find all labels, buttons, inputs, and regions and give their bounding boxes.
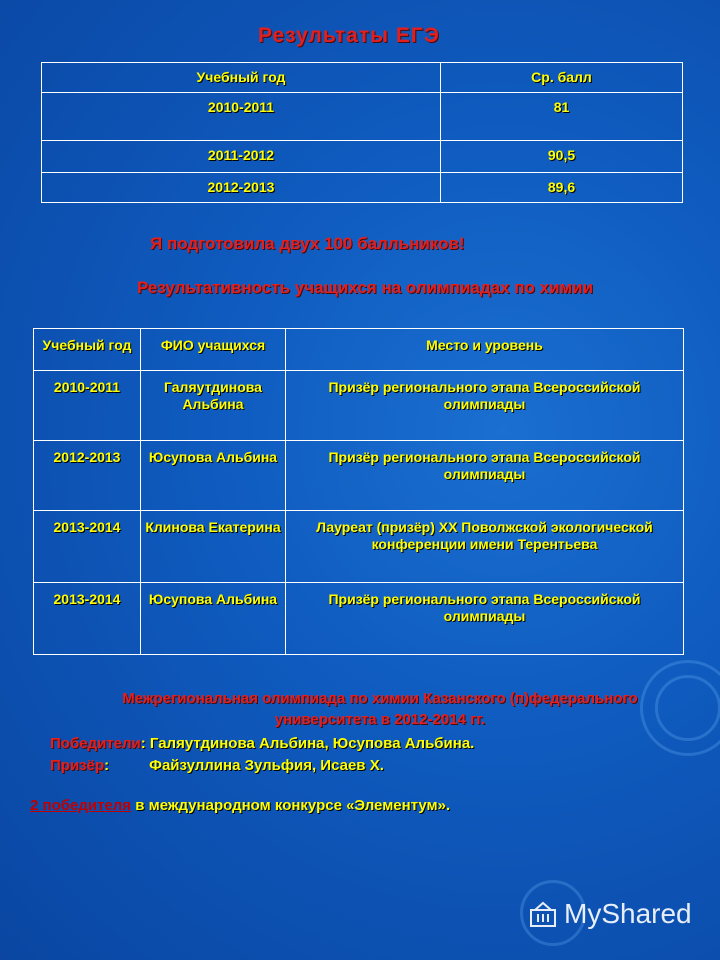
ege-results-table: [41, 62, 683, 203]
winners-value: : Галяутдинова Альбина, Юсупова Альбина.: [140, 735, 475, 752]
olymp-cell: Призёр регионального этапа Всероссийской олимпиады: [286, 371, 684, 441]
interregional-title: Межрегиональная олимпиада по химии Казанского (п)федерального университета в 2012-2014 гг.: [122, 690, 638, 728]
olympiad-table: [33, 328, 684, 655]
olymp-cell: Юсупова Альбина: [141, 583, 286, 655]
olymp-cell: Клинова Екатерина: [141, 511, 286, 583]
prize-value: Файзуллина Зульфия, Исаев Х.: [149, 757, 384, 774]
prize-line: [50, 756, 384, 774]
ege-cell: 2012-2013: [42, 173, 441, 203]
ege-cell: 2010-2011: [42, 93, 441, 141]
olymp-header-year: Учебный год: [34, 329, 141, 371]
ege-header-year: Учебный год: [42, 63, 441, 93]
ege-cell: 90,5: [441, 141, 683, 173]
olymp-cell: Юсупова Альбина: [141, 441, 286, 511]
winners-line: [50, 734, 474, 752]
prize-colon: :: [104, 757, 110, 774]
olymp-cell: 2013-2014: [34, 583, 141, 655]
olymp-cell: Лауреат (призёр) XX Поволжской экологической конференции имени Терентьева: [286, 511, 684, 583]
olymp-cell: 2012-2013: [34, 441, 141, 511]
olympiad-title: Результативность учащихся на олимпиадах по химии: [136, 278, 594, 297]
logo-icon: [528, 900, 558, 928]
ege-header-score: Ср. балл: [441, 63, 683, 93]
olymp-cell: 2010-2011: [34, 371, 141, 441]
hundred-pointers-note: Я подготовила двух 100 балльников!: [150, 234, 465, 253]
winners-label: Победители: [50, 735, 141, 752]
page-title: Результаты ЕГЭ: [258, 24, 440, 47]
olymp-cell: Призёр регионального этапа Всероссийской олимпиады: [286, 583, 684, 655]
elementum-line: [30, 796, 450, 814]
olymp-cell: Призёр регионального этапа Всероссийской олимпиады: [286, 441, 684, 511]
elementum-value: в международном конкурсе «Элементум».: [131, 797, 451, 814]
myshared-logo: [528, 898, 692, 930]
ege-cell: 89,6: [441, 173, 683, 203]
ege-cell: 2011-2012: [42, 141, 441, 173]
elementum-label: 2 победителя: [30, 797, 132, 814]
olymp-cell: Галяутдинова Альбина: [141, 371, 286, 441]
olymp-header-place: Место и уровень: [286, 329, 684, 371]
logo-text: MyShared: [564, 898, 692, 929]
prize-label: Призёр: [50, 757, 105, 774]
olymp-cell: 2013-2014: [34, 511, 141, 583]
olymp-header-name: ФИО учащихся: [141, 329, 286, 371]
ege-cell: 81: [441, 93, 683, 141]
